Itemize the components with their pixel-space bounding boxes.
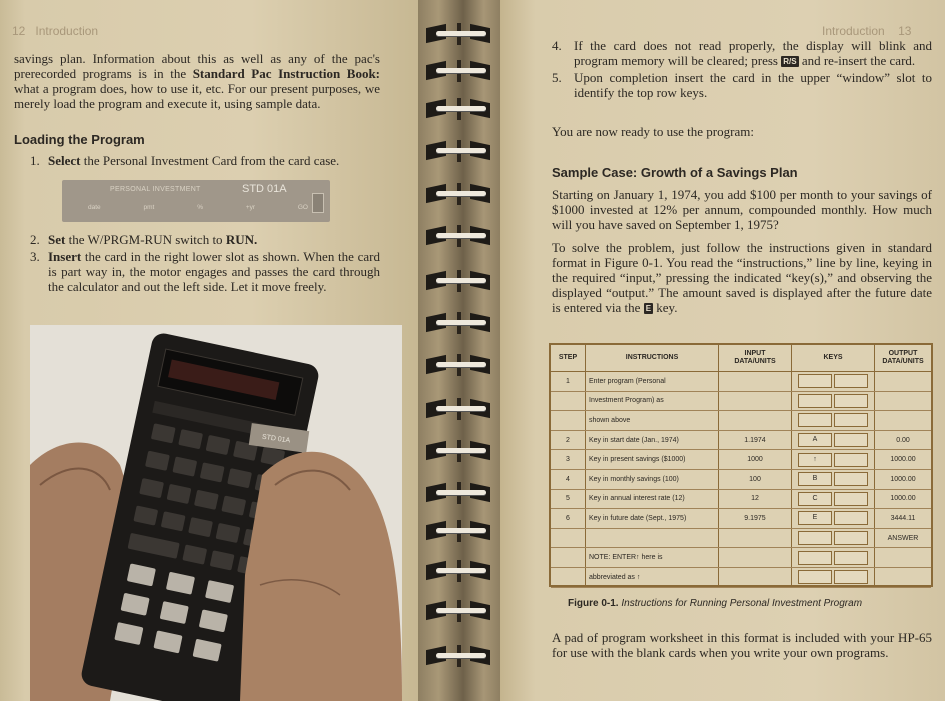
- keys-cell: [792, 450, 875, 470]
- instruction-cell: abbreviated as ↑: [586, 567, 719, 587]
- step-2-run: RUN.: [225, 232, 258, 247]
- key-box-empty: [834, 472, 868, 486]
- keys-cell: [792, 391, 875, 411]
- step-4-num: 4.: [552, 38, 562, 53]
- instruction-cell: Enter program (Personal: [586, 372, 719, 392]
- step-5-text: Upon completion insert the card in the upper “window” slot to identify the top row keys.: [574, 70, 932, 100]
- steps-2-3: [30, 232, 380, 296]
- step-cell: 5: [551, 489, 586, 509]
- step-cell: 2: [551, 430, 586, 450]
- key-box-empty: [834, 492, 868, 506]
- step-3-verb: Insert: [48, 249, 82, 264]
- key-box: [798, 531, 832, 545]
- keys-cell: [792, 372, 875, 392]
- right-page-header: [822, 24, 911, 38]
- card-label-percent: %: [197, 204, 203, 211]
- key-box-empty: [834, 433, 868, 447]
- step-4-tail: and re-insert the card.: [798, 53, 916, 68]
- binding-ring: [426, 354, 492, 376]
- output-cell: 1000.00: [875, 469, 932, 489]
- input-cell: [719, 391, 792, 411]
- binding-ring: [426, 225, 492, 247]
- input-cell: 1.1974: [719, 430, 792, 450]
- step-cell: [551, 528, 586, 548]
- step-cell: [551, 548, 586, 568]
- keys-cell: [792, 469, 875, 489]
- table-row: [551, 411, 931, 431]
- input-cell: 1000: [719, 450, 792, 470]
- table-row: [551, 469, 931, 489]
- table-row: [551, 509, 931, 529]
- table-row: [551, 450, 931, 470]
- binding-ring: [426, 312, 492, 334]
- step-5: [552, 70, 932, 100]
- step-3: [30, 249, 380, 294]
- key-box-empty: [834, 413, 868, 427]
- closing-paragraph: A pad of program worksheet in this format is included with your HP-65 for use with the blank cards when you write your own programs.: [552, 630, 932, 660]
- keys-cell: [792, 411, 875, 431]
- instruction-cell: Key in annual interest rate (12): [586, 489, 719, 509]
- table-row: [551, 391, 931, 411]
- output-cell: [875, 567, 932, 587]
- table-header-row: [551, 345, 931, 372]
- left-page-number: 12: [12, 24, 26, 38]
- card-tab: [312, 193, 324, 213]
- figure-caption: [568, 598, 862, 609]
- step-4-text: If the card does not read properly, the display will blink and program memory will be cleared; press: [574, 38, 932, 68]
- step-cell: 4: [551, 469, 586, 489]
- step-5-num: 5.: [552, 70, 562, 85]
- para2-tail: key.: [653, 300, 678, 315]
- output-cell: 3444.11: [875, 509, 932, 529]
- binding-ring: [426, 140, 492, 162]
- output-cell: ANSWER: [875, 528, 932, 548]
- col-instructions: INSTRUCTIONS: [586, 345, 719, 372]
- input-cell: [719, 411, 792, 431]
- para2-text: To solve the problem, just follow the instructions given in standard format in Figure 0-1. You read the “instructions,” line by line, keying in the required “input,” pressing the indicated “key(s),” and observing the displayed “output.” The amount saved is displayed after the future date is entered via the: [552, 240, 932, 315]
- key-box-empty: [834, 511, 868, 525]
- output-cell: 1000.00: [875, 489, 932, 509]
- binding-ring: [426, 645, 492, 667]
- binding-ring: [426, 440, 492, 462]
- binding-ring: [426, 23, 492, 45]
- col-keys: KEYS: [792, 345, 875, 372]
- key-box: [798, 551, 832, 565]
- step-4: [552, 38, 932, 68]
- intro-paragraph: [14, 51, 380, 111]
- col-step: STEP: [551, 345, 586, 372]
- sample-paragraph-1: Starting on January 1, 1974, you add $100 per month to your savings of $1000 invested at 12% per annum, compounded monthly. How much will you have saved on September 1, 1975?: [552, 187, 932, 232]
- output-cell: [875, 372, 932, 392]
- table-body: [551, 372, 931, 588]
- instruction-grid: [551, 345, 931, 588]
- instruction-cell: Key in future date (Sept., 1975): [586, 509, 719, 529]
- key-box: [798, 394, 832, 408]
- keys-cell: [792, 567, 875, 587]
- step-1: [30, 153, 380, 170]
- key-box: [798, 413, 832, 427]
- step-3-num: 3.: [30, 249, 40, 264]
- key-box: A: [798, 433, 832, 447]
- step-cell: [551, 567, 586, 587]
- table-row: [551, 372, 931, 392]
- step-2-verb: Set: [48, 232, 66, 247]
- key-box: C: [798, 492, 832, 506]
- ready-line: You are now ready to use the program:: [552, 124, 754, 139]
- table-row: [551, 567, 931, 587]
- card-name: STD 01A: [242, 183, 287, 195]
- card-label-go: GO: [297, 204, 308, 211]
- e-key-icon: E: [645, 304, 652, 313]
- step-cell: 3: [551, 450, 586, 470]
- program-card: [62, 180, 330, 222]
- keys-cell: [792, 489, 875, 509]
- table-row: [551, 548, 931, 568]
- step-1-num: 1.: [30, 153, 40, 168]
- intro-text-bold: Standard Pac Instruction Book:: [192, 66, 380, 81]
- key-box: B: [798, 472, 832, 486]
- output-cell: [875, 548, 932, 568]
- binding-ring: [426, 98, 492, 120]
- steps-4-5: [552, 38, 932, 102]
- key-box-empty: [834, 394, 868, 408]
- key-box-empty: [834, 551, 868, 565]
- figure-caption-text: Instructions for Running Personal Investment Program: [618, 598, 863, 609]
- step-cell: 1: [551, 372, 586, 392]
- intro-text-a: savings plan. Information about this as well as any of the pac's prerecorded programs is in the: [14, 51, 380, 81]
- binding-ring: [426, 560, 492, 582]
- binding-ring: [426, 520, 492, 542]
- input-cell: 12: [719, 489, 792, 509]
- step-cell: [551, 391, 586, 411]
- left-running-head: Introduction: [35, 24, 99, 38]
- step-2-num: 2.: [30, 232, 40, 247]
- right-page-number: 13: [898, 24, 912, 38]
- col-input: INPUT DATA/UNITS: [719, 345, 792, 372]
- intro-text-b: what a program does, how to use it, etc. For our present purposes, we merely load the program and execute it, using sample data.: [14, 81, 380, 111]
- left-page-header: [12, 24, 98, 38]
- output-cell: [875, 391, 932, 411]
- card-label-date: date: [88, 204, 101, 211]
- key-box: [798, 374, 832, 388]
- card-key-labels: [88, 204, 308, 211]
- step-1-verb: Select: [48, 153, 81, 168]
- step-cell: 6: [551, 509, 586, 529]
- rs-key-icon: R/S: [783, 57, 797, 66]
- input-cell: [719, 528, 792, 548]
- instruction-cell: Key in monthly savings (100): [586, 469, 719, 489]
- loading-heading: Loading the Program: [14, 132, 145, 147]
- keys-cell: [792, 430, 875, 450]
- step-3-text: the card in the right lower slot as shown. When the card is part way in, the motor engages and passes the card through the calculator and out the left side. Let it move freely.: [48, 249, 380, 294]
- key-box-empty: [834, 570, 868, 584]
- key-box: [798, 570, 832, 584]
- output-cell: 0.00: [875, 430, 932, 450]
- binding-ring: [426, 270, 492, 292]
- binding-ring: [426, 398, 492, 420]
- instruction-table: [549, 343, 933, 587]
- card-title: PERSONAL INVESTMENT: [110, 186, 201, 193]
- keys-cell: [792, 528, 875, 548]
- instruction-cell: [586, 528, 719, 548]
- figure-label: Figure 0-1.: [568, 598, 619, 609]
- output-cell: 1000.00: [875, 450, 932, 470]
- left-page: [0, 0, 418, 701]
- calculator-photo: [30, 325, 402, 701]
- keys-cell: [792, 509, 875, 529]
- input-cell: [719, 567, 792, 587]
- table-row: [551, 489, 931, 509]
- input-cell: [719, 548, 792, 568]
- input-cell: 9.1975: [719, 509, 792, 529]
- instruction-cell: shown above: [586, 411, 719, 431]
- table-row: [551, 528, 931, 548]
- instruction-cell: Key in present savings ($1000): [586, 450, 719, 470]
- key-box: ↑: [798, 453, 832, 467]
- step-1-text: the Personal Investment Card from the card case.: [80, 153, 340, 168]
- key-box: E: [798, 511, 832, 525]
- photo-card-label: STD 01A: [261, 433, 291, 445]
- instruction-cell: Investment Program) as: [586, 391, 719, 411]
- card-label-pmt: pmt: [143, 204, 155, 211]
- instruction-cell: NOTE: ENTER↑ here is: [586, 548, 719, 568]
- card-label-yr: +yr: [245, 204, 256, 211]
- keys-cell: [792, 548, 875, 568]
- col-output: OUTPUT DATA/UNITS: [875, 345, 932, 372]
- binding-ring: [426, 60, 492, 82]
- step-cell: [551, 411, 586, 431]
- table-row: [551, 430, 931, 450]
- binding-ring: [426, 600, 492, 622]
- output-cell: [875, 411, 932, 431]
- binding-ring: [426, 183, 492, 205]
- right-running-head: Introduction: [822, 24, 885, 38]
- step-2-text: the W/PRGM-RUN switch to: [65, 232, 226, 247]
- sample-case-heading: Sample Case: Growth of a Savings Plan: [552, 165, 798, 180]
- step-2: [30, 232, 380, 247]
- key-box-empty: [834, 531, 868, 545]
- calculator-illustration: [30, 325, 402, 701]
- key-box-empty: [834, 453, 868, 467]
- input-cell: 100: [719, 469, 792, 489]
- input-cell: [719, 372, 792, 392]
- instruction-cell: Key in start date (Jan., 1974): [586, 430, 719, 450]
- sample-paragraph-2: [552, 240, 932, 315]
- binding-ring: [426, 482, 492, 504]
- key-box-empty: [834, 374, 868, 388]
